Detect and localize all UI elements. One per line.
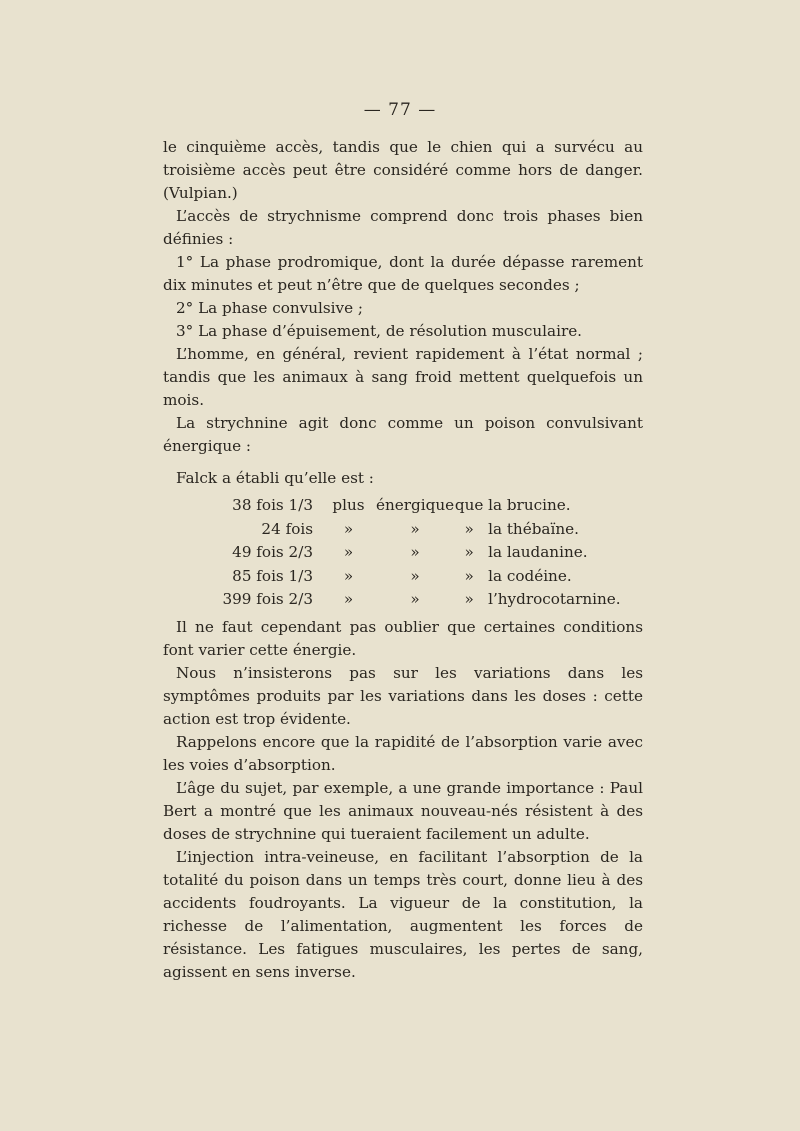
paragraph: le cinquième accès, tandis que le chien qui a survécu au troisième accès peut être considéré comme hors de danger. (Vulpian.) xyxy=(163,138,643,202)
ratio-word: plus xyxy=(332,496,365,515)
ratio-word: énergique xyxy=(376,496,455,515)
ditto-mark: » xyxy=(343,519,354,538)
ditto-mark: » xyxy=(343,590,354,609)
ratio-factor: 399 fois 2/3 xyxy=(222,590,313,609)
table-row xyxy=(163,565,621,589)
paragraph: Il ne faut cependant pas oublier que certaines conditions font varier cette énergie. xyxy=(163,617,643,659)
page-body xyxy=(163,136,643,984)
ratio-substance: la codéine. xyxy=(488,566,572,585)
paragraph: La strychnine agit donc comme un poison convulsivant énergique : xyxy=(163,414,643,455)
paragraph: L’homme, en général, revient rapidement à l’état normal ; tandis que les animaux à sang froid mettent quelquefois un mois. xyxy=(163,345,643,409)
paragraph: L’accès de strychnisme comprend donc trois phases bien définies : xyxy=(163,207,643,248)
ditto-mark: » xyxy=(410,543,420,562)
paragraph: L’injection intra-veineuse, en facilitant l’absorption de la totalité du poison dans un temps très court, donne lieu à des accidents foudroyants. La vigueur de la constitution, la richesse de l’alimentation, augmentent les forces de résistance. Les fatigues musculaires, les pertes de sang, agissent en sens inverse. xyxy=(163,847,643,981)
paragraph: 3° La phase d’épuisement, de résolution musculaire. xyxy=(176,322,583,340)
ditto-mark: » xyxy=(410,519,420,538)
ratio-substance: la laudanine. xyxy=(488,543,588,562)
ratio-factor: 85 fois 1/3 xyxy=(232,566,313,585)
ditto-mark: » xyxy=(410,566,420,585)
paragraph: Nous n’insisterons pas sur les variations dans les symptômes produits par les variations dans les doses : cette action est trop évidente. xyxy=(163,663,643,728)
ratio-word: que xyxy=(454,496,484,515)
ditto-mark: » xyxy=(464,543,474,562)
table-row xyxy=(163,541,621,565)
table-row xyxy=(163,518,621,542)
ditto-mark: » xyxy=(464,566,474,585)
paragraph: Rappelons encore que la rapidité de l’absorption varie avec les voies d’absorption. xyxy=(163,732,643,774)
ditto-mark: » xyxy=(464,519,474,538)
table-row xyxy=(163,494,621,518)
ditto-mark: » xyxy=(343,543,354,562)
page-number: — 77 — xyxy=(363,100,437,120)
ditto-mark: » xyxy=(464,590,474,609)
potency-table xyxy=(163,494,621,612)
ratio-substance: l’hydrocotarnine. xyxy=(488,590,621,609)
ditto-mark: » xyxy=(410,590,420,609)
paragraph: 1° La phase prodromique, dont la durée dépasse rarement dix minutes et peut n’être que de quelques secondes ; xyxy=(163,253,643,294)
ratio-substance: la thébaïne. xyxy=(488,519,579,538)
ditto-mark: » xyxy=(343,566,354,585)
ratio-factor: 24 fois xyxy=(261,519,313,538)
paragraph: L’âge du sujet, par exemple, a une grande importance : Paul Bert a montré que les animaux nouveau-nés résistent à des doses de strychnine qui tueraient facilement un adulte. xyxy=(163,778,643,843)
ratio-factor: 38 fois 1/3 xyxy=(232,496,313,515)
ratio-factor: 49 fois 2/3 xyxy=(232,543,313,562)
paragraph: Falck a établi qu’elle est : xyxy=(176,469,374,487)
paragraph: 2° La phase convulsive ; xyxy=(176,299,364,317)
ratio-substance: la brucine. xyxy=(488,496,571,515)
table-row xyxy=(163,588,621,612)
